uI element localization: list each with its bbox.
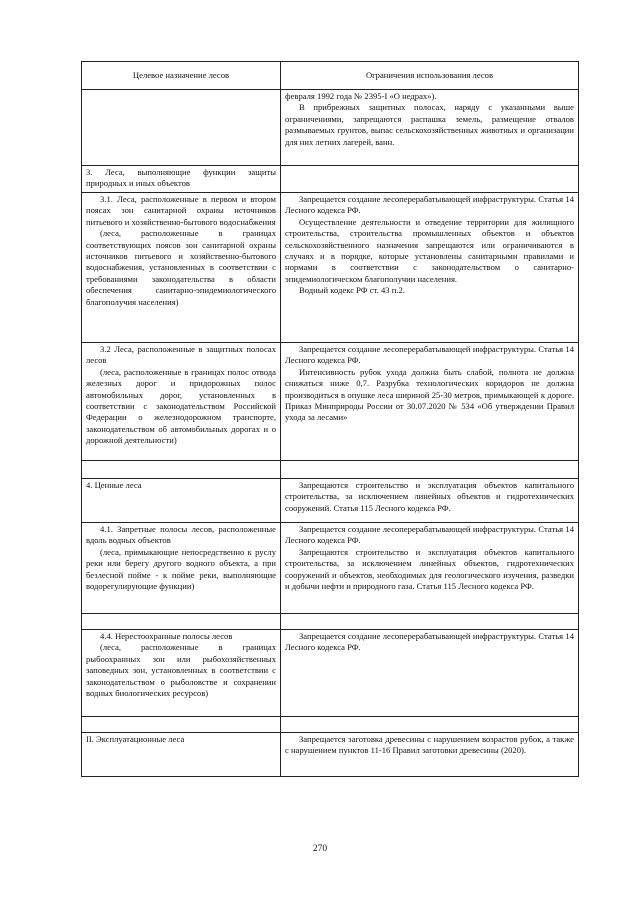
paragraph: Запрещаются строительство и эксплуатация объектов капитального строительства, за исключением линейных объектов и гидротехнических сооружений. Статья 115 Лесного кодекса РФ. (285, 480, 574, 513)
cell-purpose (82, 343, 281, 461)
cell-empty (82, 717, 281, 733)
paragraph: 4.1. Запретные полосы лесов, расположенные вдоль водных объектов (86, 524, 276, 546)
cell-empty (82, 614, 281, 630)
cell-purpose (82, 479, 281, 523)
table-row (82, 343, 579, 461)
cell-empty (281, 717, 579, 733)
cell-restrictions (281, 733, 579, 777)
section-title: 3. Леса, выполняющие функции защиты природных и иных объектов (86, 167, 276, 189)
cell-restrictions (281, 193, 579, 343)
cell-restrictions (281, 479, 579, 523)
header-purpose: Целевое назначение лесов (82, 62, 281, 90)
paragraph: Запрещается создание лесоперерабатывающей инфраструктуры. Статья 14 Лесного кодекса РФ. (285, 194, 574, 216)
paragraph: (леса, примыкающие непосредственно к руслу реки или берегу другого водного объекта, а при безлесной пойме - к пойме реки, выполняющие водорегулирующие функции) (86, 546, 276, 592)
cell-empty (82, 461, 281, 479)
paragraph: Запрещаются строительство и эксплуатация объектов капитального строительства, за исключением линейных объектов, гидротехнических сооружений и объектов, необходимых для геологического изучения, разведки и добычи нефти и природного газа. Статья 115 Лесного кодекса РФ. (285, 546, 574, 592)
table-row (82, 630, 579, 717)
section-title: 4. Ценные леса (86, 480, 142, 490)
cell-empty (281, 614, 579, 630)
cell-restrictions (281, 523, 579, 614)
paragraph: Водный кодекс РФ ст. 43 п.2. (299, 285, 405, 296)
table-row (82, 90, 579, 166)
paragraph: Запрещается заготовка древесины с нарушением возрастов рубок, а также с нарушением пунктов 11-16 Правил заготовки древесины (2020). (285, 734, 574, 756)
table-row (82, 461, 579, 479)
table-header-row (82, 62, 579, 90)
paragraph: 3.1. Леса, расположенные в первом и втором поясах зон санитарной охраны источников питьевого и хозяйственно-бытового водоснабжения (86, 194, 276, 227)
table-row (82, 717, 579, 733)
cell-purpose (82, 193, 281, 343)
paragraph: (леса, расположенные в границах рыбоохранных зон или рыбохозяйственных заповедных зон, установленных в соответствии с законодательством о рыболовстве и сохранении водных биологических ресурсов) (86, 642, 276, 699)
paragraph: Запрещается создание лесоперерабатывающей инфраструктуры. Статья 14 Лесного кодекса РФ. (285, 344, 574, 366)
paragraph: 3.2 Леса, расположенные в защитных полосах лесов (86, 344, 276, 366)
paragraph: В прибрежных защитных полосах, наряду с указанными выше ограничениями, запрещаются распашка земель, размещение отвалов размываемых грунтов, выпас сельскохозяйственных животных и организации для них летних лагерей, ванн. (285, 102, 574, 147)
cell-restrictions (281, 166, 579, 193)
restrictions-table (81, 61, 579, 777)
table-row (82, 523, 579, 614)
table-row (82, 733, 579, 777)
table-row (82, 614, 579, 630)
table-row (82, 479, 579, 523)
cell-purpose (82, 733, 281, 777)
table-row (82, 166, 579, 193)
cell-purpose (82, 630, 281, 717)
paragraph: Запрещается создание лесоперерабатывающей инфраструктуры. Статья 14 Лесного кодекса РФ. (285, 524, 574, 546)
cell-empty (281, 461, 579, 479)
cell-purpose (82, 166, 281, 193)
cell-restrictions (281, 630, 579, 717)
cell-restrictions (281, 90, 579, 166)
paragraph: (леса, расположенные в границах полос отвода железных дорог и придорожных полос автомобильных дорог, установленных в соответствии с законодательством Российской Федерации о железнодорожном транспорте, законодательством об автомобильных дорогах и о дорожной деятельности) (86, 366, 276, 446)
paragraph: Запрещается создание лесоперерабатывающей инфраструктуры. Статья 14 Лесного кодекса РФ. (285, 631, 574, 653)
paragraph: 4.4. Нерестоохранные полосы лесов (100, 631, 233, 641)
paragraph: Интенсивность рубок ухода должна быть слабой, полнота не должна снижаться ниже 0,7. Разрубка технологических коридоров не должна производиться в опушке леса шириной 25-30 метров, примыкающей к дороге. Приказ Минприроды России от 30.07.2020 № 534 «Об утверждении Правил ухода за лесами» (285, 366, 574, 423)
table-row (82, 193, 579, 343)
paragraph: февраля 1992 года № 2395-I «О недрах»). (285, 91, 437, 101)
paragraph: (леса, расположенные в границах соответствующих поясов зон санитарной охраны источников питьевого и хозяйственно-бытового водоснабжения, установленных в соответствии с требованиями законодательства в области обеспечения санитарно-эпидемиологического благополучия населения) (86, 228, 276, 307)
cell-left-empty (82, 90, 281, 166)
cell-purpose (82, 523, 281, 614)
paragraph: Осуществление деятельности и отведение территории для жилищного строительства, строительства промышленных объектов и объектов сельскохозяйственного назначения запрещаются или ограничиваются в случаях и в порядке, которые установлены санитарными правилами и нормами в соответствии с законодательством о санитарно-эпидемиологическом благополучии населения. (285, 216, 574, 284)
header-restrictions: Ограничения использования лесов (281, 62, 579, 90)
cell-restrictions (281, 343, 579, 461)
page-number: 270 (312, 844, 328, 854)
section-title: II. Эксплуатационные леса (86, 734, 185, 744)
